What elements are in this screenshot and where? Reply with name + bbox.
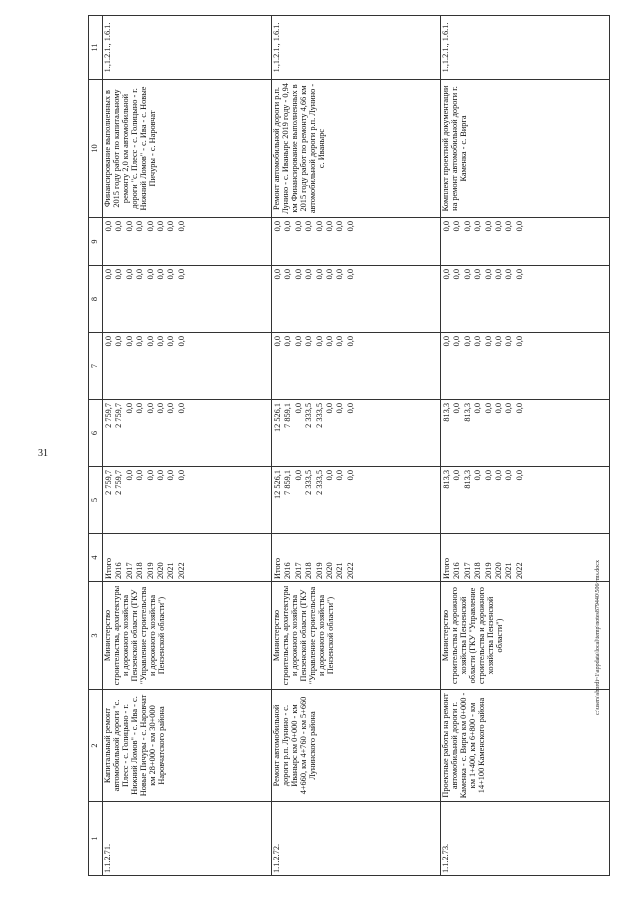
row-col6-value: 2 759,7 [104, 403, 113, 428]
row-col6 [103, 400, 272, 467]
row-col6 [441, 400, 610, 467]
row-name: Капитальный ремонт автомобильной дороги "с. Плесс - с. Голицыно - г. Нижний Ломов" - с. Ива - с. Новые Пичуры - с. Наровчат км 28+000 - км 30+000 Наровчатского района [103, 690, 272, 802]
row-col7-value: 0,0 [155, 336, 165, 347]
row-col7-value: 0,0 [293, 336, 303, 347]
row-col7-value: 0,0 [504, 336, 514, 347]
row-col9-value: 0,0 [504, 221, 514, 232]
row-col6-value: 0,0 [473, 403, 483, 414]
row-col9-value: 0,0 [135, 221, 145, 232]
row-col8-value: 0,0 [493, 269, 503, 280]
row-col7-value: 0,0 [273, 336, 282, 347]
row-id: 1.1.2.71. [103, 802, 272, 876]
colnum-8: 8 [89, 266, 103, 333]
row-col6-value: 0,0 [483, 403, 493, 414]
row-col8-value: 0,0 [452, 269, 462, 280]
row-years-value: Итого [442, 557, 451, 579]
row-col5-value: 0,0 [124, 470, 134, 481]
row-col9-value: 0,0 [124, 221, 134, 232]
row-col7-value: 0,0 [176, 336, 186, 347]
row-col8-value: 0,0 [304, 269, 314, 280]
row-years-value: Итого [273, 557, 282, 579]
row-col7-value: 0,0 [283, 336, 293, 347]
rotated-table-wrapper [88, 16, 606, 876]
row-col6-value: 0,0 [504, 403, 514, 414]
row-col9-value: 0,0 [273, 221, 282, 232]
table-body [103, 16, 610, 876]
row-years-value: 2021 [335, 562, 345, 579]
row-indicators: 1.,1.2.1., 1.6.1. [103, 16, 272, 80]
row-years-value: 2022 [514, 562, 524, 579]
row-col8-value: 0,0 [293, 269, 303, 280]
colnum-9: 9 [89, 218, 103, 266]
row-col5-value: 0,0 [176, 470, 186, 481]
row-col9-value: 0,0 [324, 221, 334, 232]
row-col6-value: 0,0 [493, 403, 503, 414]
row-years-value: 2020 [155, 562, 165, 579]
row-col5 [441, 467, 610, 534]
row-col7-value: 0,0 [104, 336, 113, 347]
row-col8-value: 0,0 [155, 269, 165, 280]
row-col8-value: 0,0 [442, 269, 451, 280]
row-col5-value: 2 759,7 [104, 470, 113, 495]
row-col8-value: 0,0 [504, 269, 514, 280]
row-executor: Министерство строительства, архитектуры и дорожного хозяйства Пензенской области (ГКУ "Управление строительства и дорожного хозяйства Пензенской области") [103, 582, 272, 690]
page-number: 31 [38, 448, 48, 459]
row-col9-value: 0,0 [293, 221, 303, 232]
row-col9-value: 0,0 [473, 221, 483, 232]
row-col8-value: 0,0 [483, 269, 493, 280]
table-row [103, 16, 272, 876]
row-col9-value: 0,0 [314, 221, 324, 232]
row-col8-value: 0,0 [283, 269, 293, 280]
row-col5-value: 0,0 [514, 470, 524, 481]
row-col8-value: 0,0 [166, 269, 176, 280]
row-name: Проектные работы на ремонт автомобильной дороги г. Каменка - с. Вирга км 0+000 - км 1+400, км 6+800 - км 14+100 Каменского района [441, 690, 610, 802]
colnum-7: 7 [89, 333, 103, 400]
row-col8-value: 0,0 [135, 269, 145, 280]
row-indicators: 1.,1.2.1., 1.6.1. [441, 16, 610, 80]
row-col8 [103, 266, 272, 333]
row-col7-value: 0,0 [493, 336, 503, 347]
row-result: Ремонт автомобильной дороги р.п. Лунино - с. Иванырс 2019 году - 0,94 км Финансирование выполненных в 2015 году работ по ремонту 4,66 км автомобильной дороги р.п. Лунино - с. Иванырс [272, 80, 441, 218]
row-col5-value: 7 859,1 [283, 470, 293, 495]
row-result: Финансирование выполненных в 2015 году работ по капитальному ремонту 2,0 км автомобильной дороги "с. Плесс - с. Голицыно - г. Нижний Ломов" - с. Ива - с. Новые Пичуры - с. Наровчат [103, 80, 272, 218]
row-col6-value: 813,3 [462, 403, 472, 422]
row-col7-value: 0,0 [124, 336, 134, 347]
row-years-value: 2018 [304, 562, 314, 579]
row-years-value: 2021 [166, 562, 176, 579]
row-col5-value: 0,0 [493, 470, 503, 481]
row-col7-value: 0,0 [514, 336, 524, 347]
row-id: 1.1.2.72. [272, 802, 441, 876]
row-years-value: 2021 [504, 562, 514, 579]
row-col8-value: 0,0 [345, 269, 355, 280]
colnum-1: 1 [89, 802, 103, 876]
row-years-value: Итого [104, 557, 113, 579]
row-col9-value: 0,0 [483, 221, 493, 232]
row-years-value: 2020 [493, 562, 503, 579]
row-col8-value: 0,0 [462, 269, 472, 280]
row-years [272, 534, 441, 582]
row-col7-value: 0,0 [324, 336, 334, 347]
row-col7-value: 0,0 [335, 336, 345, 347]
row-col6-value: 0,0 [166, 403, 176, 414]
row-col5-value: 0,0 [335, 470, 345, 481]
row-col5 [272, 467, 441, 534]
row-col6-value: 0,0 [155, 403, 165, 414]
row-col6-value: 0,0 [145, 403, 155, 414]
row-col9-value: 0,0 [176, 221, 186, 232]
program-table [88, 15, 610, 876]
row-name: Ремонт автомобильной дороги р.п. Лунино - с. Иванырс км 0+000 - км 4+660, км 4+760 - км 5+660 Лунинского района [272, 690, 441, 802]
row-col8 [272, 266, 441, 333]
row-col6 [272, 400, 441, 467]
row-col6-value: 2 333,5 [304, 403, 314, 428]
row-years-value: 2017 [293, 562, 303, 579]
row-col9-value: 0,0 [335, 221, 345, 232]
row-col9-value: 0,0 [345, 221, 355, 232]
row-col9-value: 0,0 [104, 221, 113, 232]
row-col7-value: 0,0 [166, 336, 176, 347]
row-col5-value: 12 526,1 [273, 470, 282, 500]
row-indicators: 1.,1.2.1., 1.6.1. [272, 16, 441, 80]
row-col7-value: 0,0 [304, 336, 314, 347]
row-col5-value: 0,0 [135, 470, 145, 481]
row-col6-value: 0,0 [293, 403, 303, 414]
row-col6-value: 12 526,1 [273, 403, 282, 433]
row-col5-value: 0,0 [145, 470, 155, 481]
row-col8-value: 0,0 [104, 269, 113, 280]
row-col9-value: 0,0 [114, 221, 124, 232]
row-years-value: 2016 [452, 562, 462, 579]
row-col8-value: 0,0 [145, 269, 155, 280]
row-col9-value: 0,0 [452, 221, 462, 232]
row-years-value: 2017 [462, 562, 472, 579]
row-years-value: 2022 [176, 562, 186, 579]
row-col7 [272, 333, 441, 400]
row-years-value: 2019 [483, 562, 493, 579]
row-col8-value: 0,0 [473, 269, 483, 280]
row-col8-value: 0,0 [114, 269, 124, 280]
row-col6-value: 813,3 [442, 403, 451, 422]
row-col6-value: 7 859,1 [283, 403, 293, 428]
row-col7-value: 0,0 [452, 336, 462, 347]
row-col6-value: 0,0 [335, 403, 345, 414]
row-years-value: 2019 [314, 562, 324, 579]
colnum-3: 3 [89, 582, 103, 690]
row-col7-value: 0,0 [473, 336, 483, 347]
row-col6-value: 0,0 [324, 403, 334, 414]
row-col8-value: 0,0 [335, 269, 345, 280]
row-col9 [272, 218, 441, 266]
row-executor: Министерство строительства и дорожного хозяйства Пензенской области (ГКУ "Управление строительства и дорожного хозяйства Пензенской области") [441, 582, 610, 690]
row-col7-value: 0,0 [314, 336, 324, 347]
row-col7-value: 0,0 [145, 336, 155, 347]
row-col7 [103, 333, 272, 400]
row-col9-value: 0,0 [145, 221, 155, 232]
row-years-value: 2022 [345, 562, 355, 579]
row-col5-value: 0,0 [483, 470, 493, 481]
colnum-6: 6 [89, 400, 103, 467]
row-col9-value: 0,0 [493, 221, 503, 232]
row-col8-value: 0,0 [314, 269, 324, 280]
row-col5-value: 813,3 [462, 470, 472, 489]
row-col6-value: 0,0 [176, 403, 186, 414]
row-col5-value: 0,0 [452, 470, 462, 481]
row-years-value: 2016 [114, 562, 124, 579]
row-col6-value: 2 333,5 [314, 403, 324, 428]
row-col9-value: 0,0 [155, 221, 165, 232]
row-years-value: 2020 [324, 562, 334, 579]
row-col5-value: 2 759,7 [114, 470, 124, 495]
row-col7 [441, 333, 610, 400]
row-years-value: 2018 [473, 562, 483, 579]
row-col8-value: 0,0 [514, 269, 524, 280]
row-years-value: 2017 [124, 562, 134, 579]
row-col6-value: 0,0 [124, 403, 134, 414]
row-col5-value: 0,0 [293, 470, 303, 481]
row-col8-value: 0,0 [324, 269, 334, 280]
row-id: 1.1.2.73. [441, 802, 610, 876]
colnum-11: 11 [89, 16, 103, 80]
row-col5-value: 813,3 [442, 470, 451, 489]
row-years-value: 2016 [283, 562, 293, 579]
row-col9-value: 0,0 [304, 221, 314, 232]
row-col9 [441, 218, 610, 266]
row-years [441, 534, 610, 582]
row-col8-value: 0,0 [176, 269, 186, 280]
row-col9-value: 0,0 [462, 221, 472, 232]
row-col5 [103, 467, 272, 534]
row-col7-value: 0,0 [114, 336, 124, 347]
row-col6-value: 0,0 [514, 403, 524, 414]
row-col8 [441, 266, 610, 333]
row-col5-value: 0,0 [324, 470, 334, 481]
row-col5-value: 0,0 [166, 470, 176, 481]
colnum-4: 4 [89, 534, 103, 582]
row-col7-value: 0,0 [442, 336, 451, 347]
row-years-value: 2019 [145, 562, 155, 579]
row-result: Комплект проектной документации на ремонт автомобильной дороги г. Каменка - с. Вирга [441, 80, 610, 218]
row-col5-value: 0,0 [473, 470, 483, 481]
row-col5-value: 0,0 [504, 470, 514, 481]
row-years-value: 2018 [135, 562, 145, 579]
row-col6-value: 0,0 [452, 403, 462, 414]
row-col5-value: 2 333,5 [314, 470, 324, 495]
row-col6-value: 0,0 [135, 403, 145, 414]
row-col7-value: 0,0 [135, 336, 145, 347]
row-col7-value: 0,0 [483, 336, 493, 347]
row-col9-value: 0,0 [442, 221, 451, 232]
row-col8-value: 0,0 [273, 269, 282, 280]
row-col9-value: 0,0 [283, 221, 293, 232]
row-col5-value: 0,0 [155, 470, 165, 481]
row-col9-value: 0,0 [514, 221, 524, 232]
row-col5-value: 2 333,5 [304, 470, 314, 495]
row-col7-value: 0,0 [462, 336, 472, 347]
table-row [441, 16, 610, 876]
footer-file-path: c:\users\sbordi~1\appdata\local\temp\notes879440\506~ms.docx [595, 560, 601, 715]
row-col8-value: 0,0 [124, 269, 134, 280]
row-col7-value: 0,0 [345, 336, 355, 347]
row-col9 [103, 218, 272, 266]
column-number-row [89, 16, 103, 876]
colnum-10: 10 [89, 80, 103, 218]
colnum-2: 2 [89, 690, 103, 802]
table-row [272, 16, 441, 876]
colnum-5: 5 [89, 467, 103, 534]
row-years [103, 534, 272, 582]
row-col6-value: 2 759,7 [114, 403, 124, 428]
row-col5-value: 0,0 [345, 470, 355, 481]
row-col6-value: 0,0 [345, 403, 355, 414]
row-col9-value: 0,0 [166, 221, 176, 232]
row-executor: Министерство строительства, архитектуры и дорожного хозяйства Пензенской области (ГКУ "Управление строительства и дорожного хозяйства Пензенской области") [272, 582, 441, 690]
